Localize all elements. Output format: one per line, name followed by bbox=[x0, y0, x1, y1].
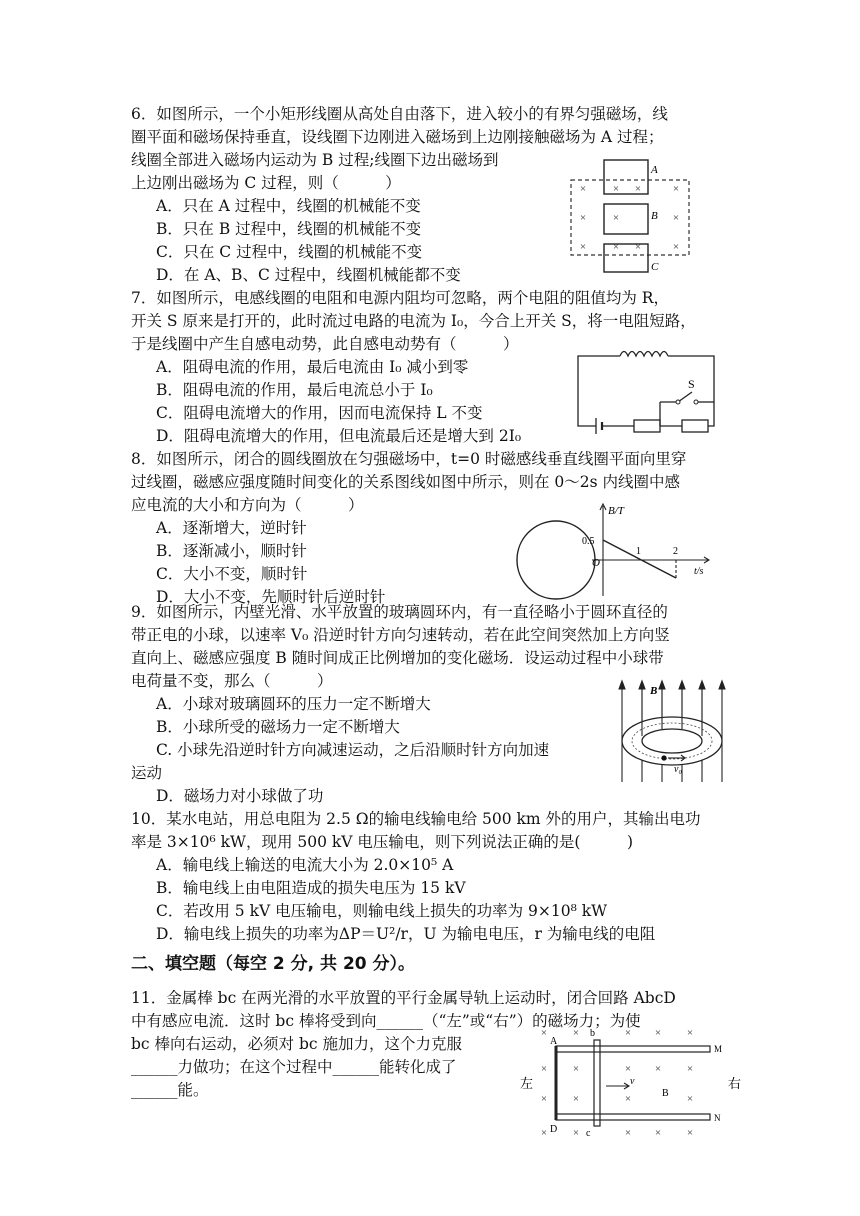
svg-text:×: × bbox=[654, 1027, 662, 1039]
q11-line-5: ______能。 bbox=[131, 1081, 209, 1099]
q9-line-3: 直向上、磁感应强度 B 随时间成正比例增加的变化磁场．设运动过程中小球带 bbox=[131, 649, 664, 667]
q7-option-b: B．阻碍电流的作用，最后电流总小于 I₀ bbox=[156, 381, 433, 399]
q9-figure bbox=[612, 678, 732, 784]
q11-line-1: 11．金属棒 bc 在两光滑的水平放置的平行金属导轨上运动时，闭合回路 AbcD bbox=[131, 989, 676, 1007]
svg-text:×: × bbox=[672, 183, 680, 195]
q9-line-1: 9．如图所示，内壁光滑、水平放置的玻璃圆环内，有一直径略小于圆环直径的 bbox=[131, 603, 668, 621]
svg-text:×: × bbox=[686, 1027, 694, 1039]
q10-line-1: 10．某水电站，用总电阻为 2.5 Ω的输电线输电给 500 km 外的用户，其输出电功 bbox=[131, 810, 701, 828]
q9-line-2: 带正电的小球，以速率 V₀ 沿逆时针方向匀速转动，若在此空间突然加上方向竖 bbox=[131, 626, 670, 644]
svg-text:×: × bbox=[572, 1093, 580, 1105]
svg-text:×: × bbox=[540, 1127, 548, 1139]
svg-text:×: × bbox=[634, 241, 642, 253]
q6-label-c: C bbox=[651, 261, 659, 273]
svg-text:×: × bbox=[624, 1127, 632, 1139]
q6-line-4: 上边刚出磁场为 C 过程，则（ ） bbox=[131, 174, 401, 192]
q10-option-d: D．输电线上损失的功率为ΔP＝U²/r，U 为输电电压，r 为输电线的电阻 bbox=[156, 925, 656, 943]
q9-label-v0: v₀ bbox=[674, 764, 682, 775]
svg-text:×: × bbox=[579, 212, 587, 224]
q11-line-4: ______力做功；在这个过程中______能转化成了 bbox=[131, 1058, 457, 1076]
q8-y-tick: 0.5 bbox=[582, 536, 595, 547]
q7-option-a: A．阻碍电流的作用，最后电流由 I₀ 减小到零 bbox=[156, 358, 469, 376]
q11-left-label: 左 bbox=[520, 1076, 534, 1091]
q6-label-a: A bbox=[651, 164, 658, 176]
q6-line-3: 线圈全部进入磁场内运动为 B 过程;线圈下边出磁场到 bbox=[131, 151, 499, 169]
q8-ylabel: B/T bbox=[608, 505, 624, 517]
svg-text:×: × bbox=[624, 1093, 632, 1105]
q11-label-b-small: b bbox=[590, 1028, 595, 1039]
q9-option-a: A．小球对玻璃圆环的压力一定不断增大 bbox=[156, 695, 431, 713]
svg-text:×: × bbox=[612, 212, 620, 224]
q11-label-v: v bbox=[630, 1076, 635, 1087]
svg-text:×: × bbox=[686, 1063, 694, 1075]
q8-x-tick-2: 2 bbox=[673, 546, 678, 557]
ball bbox=[661, 755, 666, 760]
q11-label-m: M bbox=[714, 1044, 723, 1054]
svg-text:×: × bbox=[579, 241, 587, 253]
q10-option-b: B．输电线上由电阻造成的损失电压为 15 kV bbox=[156, 879, 466, 897]
inductor-icon bbox=[620, 352, 668, 357]
glass-ring-inner bbox=[642, 729, 702, 753]
svg-text:×: × bbox=[540, 1093, 548, 1105]
q6-line-2: 圈平面和磁场保持垂直，设线圈下边刚进入磁场到上边刚接触磁场为 A 过程； bbox=[131, 128, 664, 146]
svg-text:×: × bbox=[572, 1027, 580, 1039]
q11-line-3: bc 棒向右运动，必须对 bc 施加力，这个力克服 bbox=[131, 1035, 462, 1053]
q8-line-1: 8．如图所示，闭合的圆线圈放在匀强磁场中，t=0 时磁感线垂直线圈平面向里穿 bbox=[131, 450, 687, 468]
svg-text:×: × bbox=[672, 241, 680, 253]
q10-option-c: C．若改用 5 kV 电压输电，则输电线上损失的功率为 9×10⁸ kW bbox=[156, 902, 608, 920]
svg-text:×: × bbox=[672, 212, 680, 224]
q10-option-a: A．输电线上输送的电流大小为 2.0×10⁵ A bbox=[156, 856, 454, 874]
q11-label-n: N bbox=[714, 1113, 721, 1123]
svg-text:×: × bbox=[624, 1063, 632, 1075]
section-title: 二、填空题（每空 2 分, 共 20 分）。 bbox=[131, 954, 416, 974]
svg-text:×: × bbox=[572, 1063, 580, 1075]
q11-figure bbox=[518, 1024, 778, 1144]
svg-text:×: × bbox=[634, 183, 642, 195]
q9-option-c: C. 小球先沿逆时针方向减速运动，之后沿顺时针方向加速 bbox=[156, 741, 550, 759]
svg-text:×: × bbox=[624, 1027, 632, 1039]
q8-xlabel: t/s bbox=[694, 566, 704, 577]
q6-label-b: B bbox=[651, 210, 658, 222]
q6-option-d: D．在 A、B、C 过程中，线圈机械能都不变 bbox=[156, 266, 461, 284]
q7-option-d: D．阻碍电流增大的作用，但电流最后还是增大到 2I₀ bbox=[156, 427, 522, 445]
q9-label-b: B bbox=[650, 685, 658, 697]
q9-option-c-cont: 运动 bbox=[131, 764, 163, 782]
q11-label-d: D bbox=[550, 1124, 558, 1135]
q8-option-d: D．大小不变，先顺时针后逆时针 bbox=[156, 588, 386, 606]
svg-text:×: × bbox=[540, 1027, 548, 1039]
q8-line-3: 应电流的大小和方向为（ ） bbox=[131, 496, 364, 514]
svg-text:×: × bbox=[686, 1127, 694, 1139]
svg-text:×: × bbox=[654, 1063, 662, 1075]
svg-text:×: × bbox=[654, 1127, 662, 1139]
q11-line-2: 中有感应电流．这时 bc 棒将受到向______（“左”或“右”）的磁场力；为使 bbox=[131, 1012, 641, 1030]
svg-text:×: × bbox=[612, 183, 620, 195]
q11-label-c: c bbox=[586, 1128, 591, 1139]
q6-option-c: C．只在 C 过程中，线圈的机械能不变 bbox=[156, 243, 423, 261]
coil-circle bbox=[517, 521, 595, 599]
q8-option-c: C．大小不变，顺时针 bbox=[156, 565, 308, 583]
svg-text:×: × bbox=[612, 241, 620, 253]
q6-option-b: B．只在 B 过程中，线圈的机械能不变 bbox=[156, 220, 422, 238]
q8-figure bbox=[512, 500, 712, 600]
q8-option-a: A．逐渐增大，逆时针 bbox=[156, 519, 307, 537]
q9-option-b: B．小球所受的磁场力一定不断增大 bbox=[156, 718, 400, 736]
q9-option-d: D．磁场力对小球做了功 bbox=[156, 787, 324, 805]
q6-figure bbox=[565, 155, 695, 277]
q7-line-3: 于是线圈中产生自感电动势，此自感电动势有（ ） bbox=[131, 335, 519, 353]
q11-right-label: 右 bbox=[728, 1076, 742, 1091]
q6-line-1: 6．如图所示，一个小矩形线圈从高处自由落下，进入较小的有界匀强磁场，线 bbox=[131, 105, 668, 123]
svg-text:×: × bbox=[572, 1127, 580, 1139]
q9-line-4: 电荷量不变，那么（ ） bbox=[131, 672, 333, 690]
q7-circuit bbox=[572, 342, 722, 438]
svg-text:×: × bbox=[579, 183, 587, 195]
svg-text:×: × bbox=[686, 1093, 694, 1105]
q8-origin: O bbox=[592, 557, 600, 569]
q8-x-tick-1: 1 bbox=[636, 546, 641, 557]
q8-line-2: 过线圈，磁感应强度随时间变化的关系图线如图中所示，则在 0～2s 内线圈中感 bbox=[131, 473, 681, 491]
q7-option-c: C．阻碍电流增大的作用，因而电流保持 L 不变 bbox=[156, 404, 483, 422]
q6-option-a: A．只在 A 过程中，线圈的机械能不变 bbox=[156, 197, 421, 215]
q11-label-a: A bbox=[550, 1036, 558, 1047]
q11-label-b-field: B bbox=[662, 1088, 669, 1099]
q10-line-2: 率是 3×10⁶ kW，现用 500 kV 电压输电，则下列说法正确的是( ) bbox=[131, 833, 634, 851]
q7-line-2: 开关 S 原来是打开的，此时流过电路的电流为 I₀，今合上开关 S，将一电阻短路， bbox=[131, 312, 696, 330]
q7-switch-label: S bbox=[688, 377, 695, 391]
q8-option-b: B．逐渐减小，顺时针 bbox=[156, 542, 307, 560]
q7-line-1: 7．如图所示，电感线圈的电阻和电源内阻均可忽略，两个电阻的阻值均为 R， bbox=[131, 289, 669, 307]
svg-text:×: × bbox=[540, 1063, 548, 1075]
